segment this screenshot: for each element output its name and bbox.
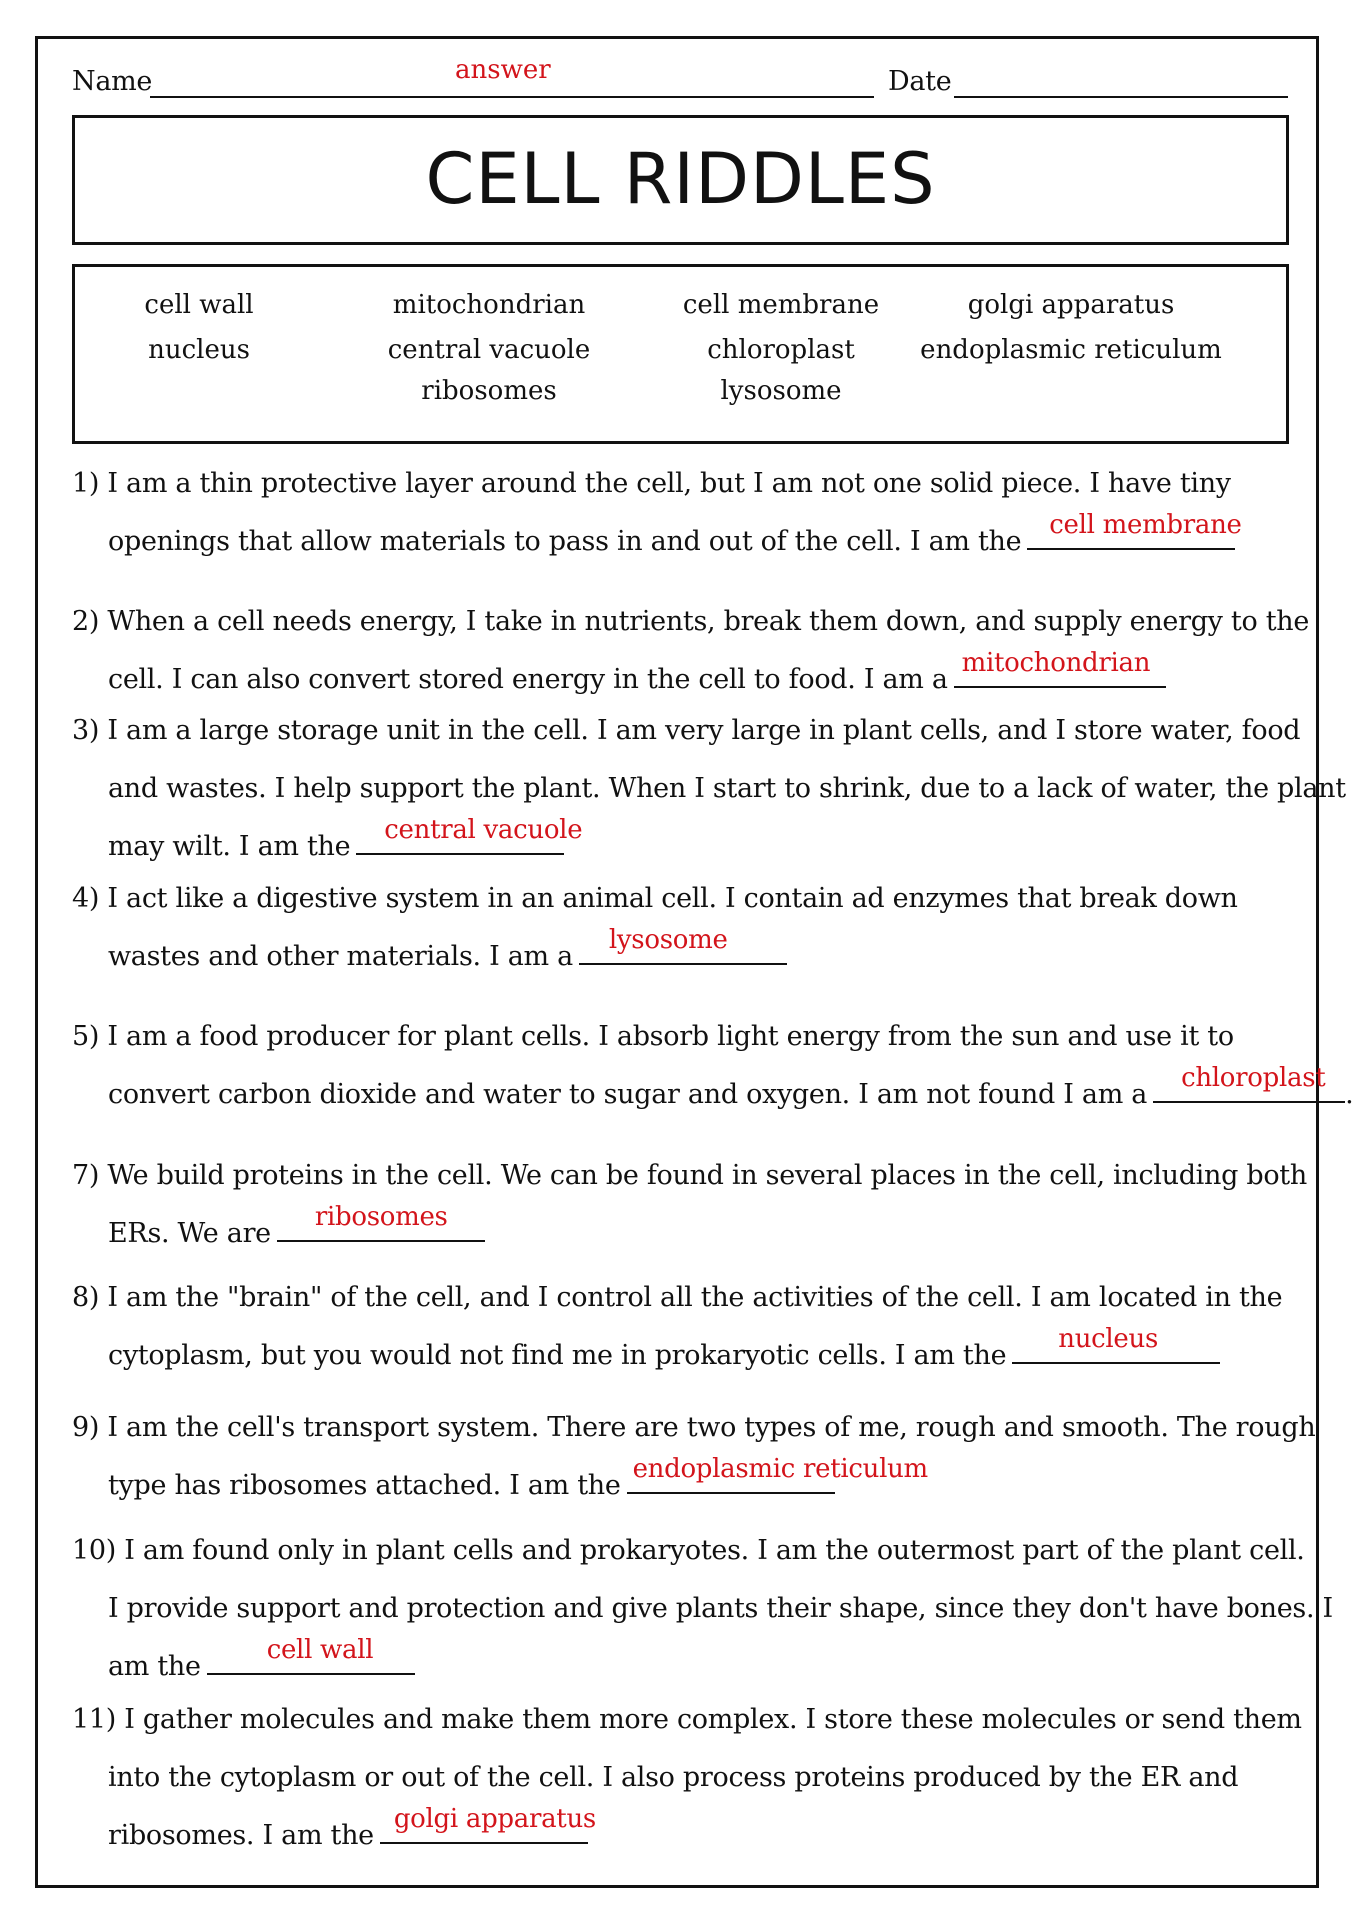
answer-text: endoplasmic reticulum bbox=[632, 1454, 928, 1484]
riddle-line bbox=[108, 925, 787, 972]
riddle-text: 3) I am a large storage unit in the cell. I am very large in plant cells, and I store water, food bbox=[72, 715, 1301, 746]
answer-blank[interactable] bbox=[1153, 1063, 1345, 1103]
riddle-text: into the cytoplasm or out of the cell. I also process proteins produced by the ER and bbox=[108, 1762, 1239, 1793]
riddle-text: I provide support and protection and give plants their shape, since they don't have bones. I bbox=[108, 1593, 1333, 1624]
riddle-text: ribosomes. I am the bbox=[108, 1820, 374, 1851]
answer-blank[interactable] bbox=[579, 925, 787, 965]
riddle-text: ERs. We are bbox=[108, 1218, 271, 1249]
riddle-text: openings that allow materials to pass in and out of the cell. I am the bbox=[108, 526, 1022, 557]
riddle-text: 9) I am the cell's transport system. There are two types of me, rough and smooth. The rough bbox=[72, 1412, 1316, 1443]
riddle-question bbox=[72, 1412, 1315, 1443]
word-bank-term: endoplasmic reticulum bbox=[920, 335, 1222, 365]
riddle-question bbox=[72, 1282, 1282, 1313]
riddle-line bbox=[108, 1762, 1238, 1793]
riddle-line bbox=[108, 510, 1242, 557]
riddle-text: may wilt. I am the bbox=[108, 831, 351, 862]
date-label: Date bbox=[888, 66, 952, 97]
answer-blank[interactable] bbox=[356, 815, 583, 855]
name-answer: answer bbox=[455, 55, 551, 85]
answer-blank[interactable] bbox=[954, 648, 1166, 688]
page-title: CELL RIDDLES bbox=[425, 138, 936, 220]
riddle-line bbox=[108, 1324, 1220, 1371]
riddle-text: cell. I can also convert stored energy in the cell to food. I am a bbox=[108, 664, 948, 695]
word-bank-term: lysosome bbox=[720, 376, 842, 406]
answer-blank[interactable] bbox=[380, 1804, 596, 1844]
date-field[interactable] bbox=[954, 96, 1288, 98]
word-bank-term: central vacuole bbox=[387, 335, 591, 365]
riddle-line bbox=[108, 1454, 928, 1501]
riddle-question bbox=[72, 883, 1238, 914]
word-bank-term: cell wall bbox=[144, 290, 254, 320]
answer-blank[interactable] bbox=[1027, 510, 1242, 550]
answer-blank[interactable] bbox=[1012, 1324, 1220, 1364]
riddle-line bbox=[108, 1804, 596, 1851]
answer-blank[interactable] bbox=[207, 1635, 415, 1675]
riddle-line bbox=[108, 1635, 415, 1682]
word-bank-term: cell membrane bbox=[682, 290, 880, 320]
riddle-text: wastes and other materials. I am a bbox=[108, 941, 573, 972]
riddle-text: am the bbox=[108, 1651, 201, 1682]
name-label: Name bbox=[72, 66, 153, 97]
riddle-suffix: . bbox=[1345, 1079, 1354, 1110]
riddle-text: 10) I am found only in plant cells and prokaryotes. I am the outermost part of the plant cell. bbox=[72, 1535, 1305, 1566]
riddle-text: 5) I am a food producer for plant cells. I absorb light energy from the sun and use it to bbox=[72, 1021, 1234, 1052]
riddle-question bbox=[72, 715, 1300, 746]
riddle-text: 7) We build proteins in the cell. We can be found in several places in the cell, including both bbox=[72, 1160, 1307, 1191]
riddle-text: 11) I gather molecules and make them more complex. I store these molecules or send them bbox=[72, 1704, 1302, 1735]
answer-text: nucleus bbox=[1058, 1324, 1158, 1354]
title-box bbox=[72, 115, 1289, 245]
riddle-question bbox=[72, 468, 1231, 499]
riddle-text: 1) I am a thin protective layer around the cell, but I am not one solid piece. I have tiny bbox=[72, 468, 1231, 499]
answer-text: lysosome bbox=[608, 925, 728, 955]
word-bank-term: golgi apparatus bbox=[967, 290, 1175, 320]
riddle-line bbox=[108, 1063, 1354, 1110]
riddle-text: 2) When a cell needs energy, I take in nutrients, break them down, and supply energy to the bbox=[72, 606, 1310, 637]
riddle-line bbox=[108, 773, 1346, 804]
name-field[interactable] bbox=[150, 96, 874, 98]
riddle-question bbox=[72, 1021, 1234, 1052]
word-bank-term: mitochondrian bbox=[392, 290, 586, 320]
word-bank-term: ribosomes bbox=[421, 376, 557, 406]
riddle-text: cytoplasm, but you would not find me in prokaryotic cells. I am the bbox=[108, 1340, 1007, 1371]
riddle-question bbox=[72, 1704, 1302, 1735]
answer-blank[interactable] bbox=[277, 1202, 485, 1242]
answer-text: cell wall bbox=[266, 1635, 374, 1665]
riddle-question bbox=[72, 1535, 1305, 1566]
riddle-text: convert carbon dioxide and water to sugar and oxygen. I am not found I am a bbox=[108, 1079, 1148, 1110]
riddle-text: 8) I am the "brain" of the cell, and I control all the activities of the cell. I am located in the bbox=[72, 1282, 1283, 1313]
riddle-line bbox=[108, 1202, 485, 1249]
answer-text: chloroplast bbox=[1181, 1063, 1326, 1093]
answer-text: central vacuole bbox=[384, 815, 583, 845]
answer-text: golgi apparatus bbox=[393, 1804, 596, 1834]
answer-text: ribosomes bbox=[314, 1202, 448, 1232]
answer-text: cell membrane bbox=[1049, 510, 1242, 540]
riddle-line bbox=[108, 648, 1166, 695]
word-bank-term: chloroplast bbox=[707, 335, 855, 365]
riddle-question bbox=[72, 606, 1309, 637]
word-bank-term: nucleus bbox=[148, 335, 250, 365]
riddle-line bbox=[108, 1593, 1333, 1624]
riddle-text: 4) I act like a digestive system in an animal cell. I contain ad enzymes that break down bbox=[72, 883, 1238, 914]
riddle-text: and wastes. I help support the plant. When I start to shrink, due to a lack of water, the plant bbox=[108, 773, 1346, 804]
riddle-text: type has ribosomes attached. I am the bbox=[108, 1470, 621, 1501]
riddle-line bbox=[108, 815, 583, 862]
riddle-question bbox=[72, 1160, 1307, 1191]
answer-text: mitochondrian bbox=[961, 648, 1151, 678]
answer-blank[interactable] bbox=[627, 1454, 928, 1494]
